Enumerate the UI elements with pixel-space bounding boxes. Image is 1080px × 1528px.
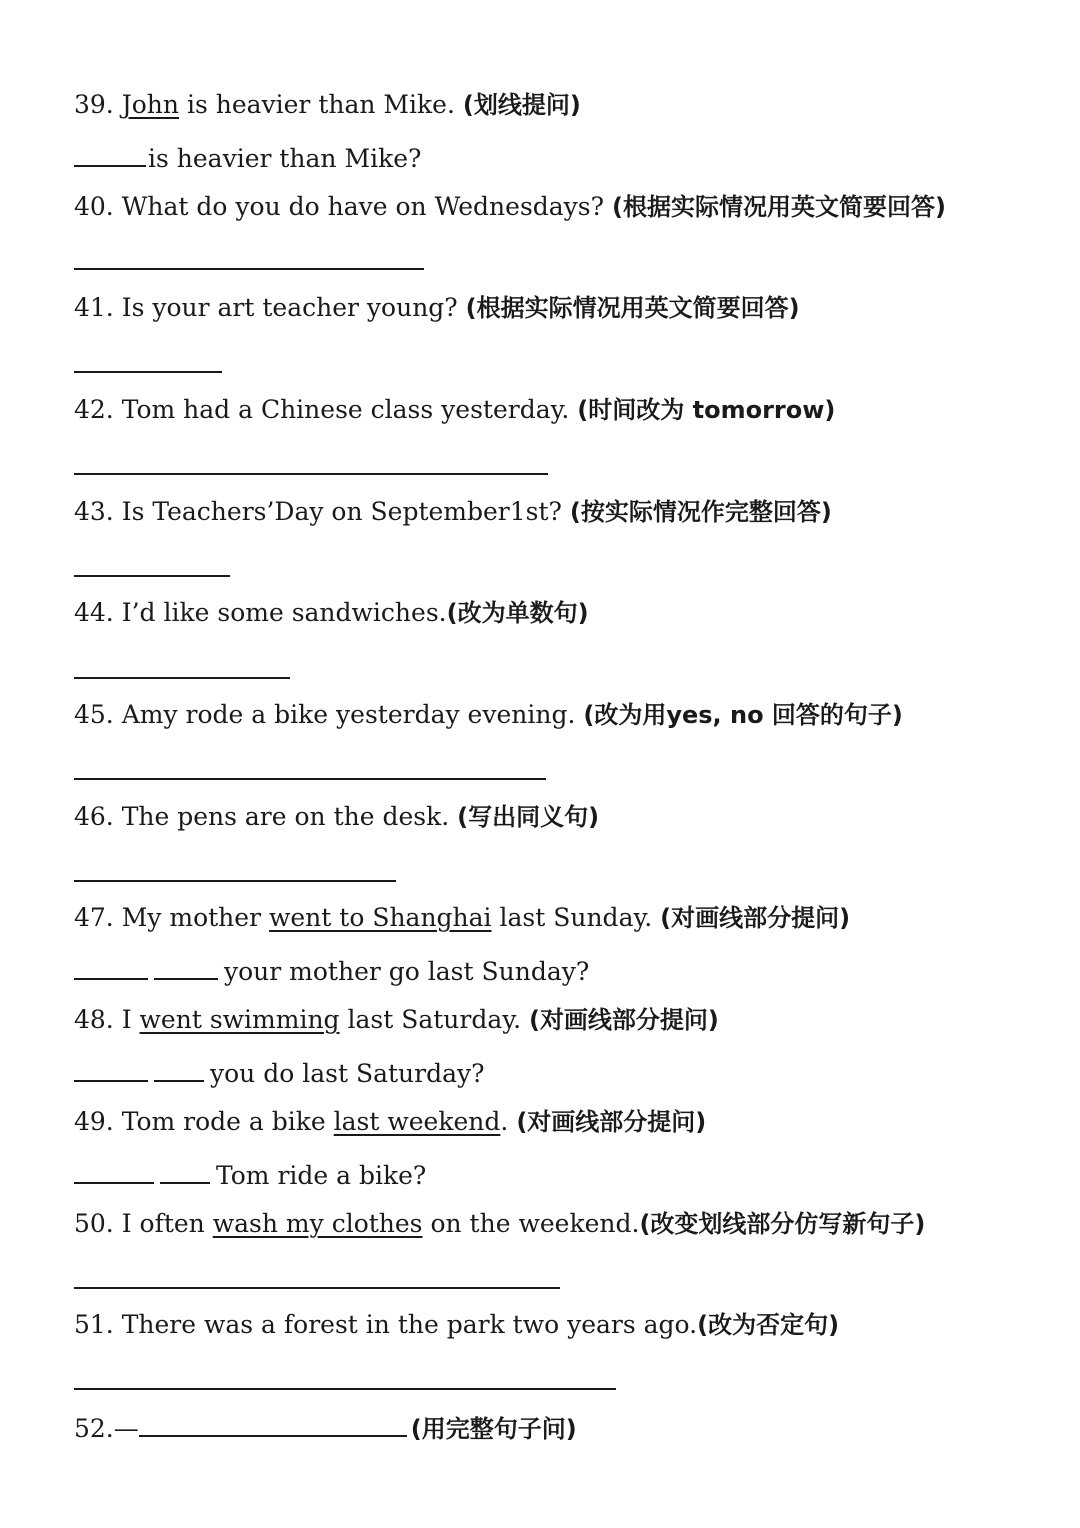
q52-text: 52.— bbox=[74, 1414, 139, 1443]
question-39 bbox=[74, 88, 581, 122]
q47-text-start: 47. My mother bbox=[74, 903, 269, 932]
question-46 bbox=[74, 800, 599, 834]
q48-text-start: 48. I bbox=[74, 1005, 140, 1034]
q39-text: is heavier than Mike. bbox=[179, 90, 463, 119]
q44-instruction: (改为单数句) bbox=[446, 599, 589, 627]
q50-text-start: 50. I often bbox=[74, 1209, 213, 1238]
q49-text-start: 49. Tom rode a bike bbox=[74, 1107, 334, 1136]
q42-text: 42. Tom had a Chinese class yesterday. bbox=[74, 395, 578, 424]
question-52 bbox=[74, 1409, 577, 1446]
q51-instruction: (改为否定句) bbox=[697, 1311, 840, 1339]
q52-blank[interactable] bbox=[139, 1409, 407, 1437]
question-50 bbox=[74, 1207, 925, 1241]
q45-text: 45. Amy rode a bike yesterday evening. bbox=[74, 700, 584, 729]
q39-blank[interactable] bbox=[74, 139, 146, 167]
q39-instruction: (划线提问) bbox=[462, 91, 581, 119]
question-51 bbox=[74, 1308, 839, 1342]
q46-text: 46. The pens are on the desk. bbox=[74, 802, 458, 831]
q41-answer-line[interactable] bbox=[74, 371, 222, 373]
q51-text: 51. There was a forest in the park two years ago. bbox=[74, 1310, 698, 1339]
q49-text-end: . bbox=[500, 1107, 517, 1136]
q47-underlined-phrase: went to Shanghai bbox=[268, 903, 492, 932]
q51-answer-line[interactable] bbox=[74, 1388, 616, 1390]
q52-instruction: (用完整句子问) bbox=[410, 1415, 577, 1443]
q40-instruction: (根据实际情况用英文简要回答) bbox=[612, 193, 946, 221]
q49-blank-1[interactable] bbox=[74, 1156, 154, 1184]
question-48 bbox=[74, 1003, 719, 1037]
q47-blank-1[interactable] bbox=[74, 952, 148, 980]
q48-underlined-phrase: went swimming bbox=[139, 1005, 340, 1034]
question-45 bbox=[74, 698, 903, 732]
q48-instruction: (对画线部分提问) bbox=[528, 1006, 719, 1034]
q44-text: 44. I’d like some sandwiches. bbox=[74, 598, 447, 627]
question-47 bbox=[74, 901, 850, 935]
q40-text: 40. What do you do have on Wednesdays? bbox=[74, 192, 612, 221]
q48-answer-text: you do last Saturday? bbox=[210, 1059, 485, 1088]
q48-blank-1[interactable] bbox=[74, 1054, 148, 1082]
answer-47 bbox=[74, 952, 589, 989]
q39-number: 39. bbox=[74, 90, 122, 119]
q40-answer-line[interactable] bbox=[74, 268, 424, 270]
q46-instruction: (写出同义句) bbox=[457, 803, 600, 831]
q43-answer-line[interactable] bbox=[74, 575, 230, 577]
answer-48 bbox=[74, 1054, 485, 1091]
q39-answer-text: is heavier than Mike? bbox=[148, 144, 422, 173]
q47-blank-2[interactable] bbox=[154, 952, 218, 980]
q43-instruction: (按实际情况作完整回答) bbox=[569, 498, 832, 526]
answer-39 bbox=[74, 139, 421, 176]
q48-blank-2[interactable] bbox=[154, 1054, 204, 1082]
q42-answer-line[interactable] bbox=[74, 473, 548, 475]
question-44 bbox=[74, 596, 589, 630]
q45-instruction: (改为用yes, no 回答的句子) bbox=[583, 701, 903, 729]
q48-text-end: last Saturday. bbox=[339, 1005, 529, 1034]
q39-underlined-word: John bbox=[121, 90, 179, 119]
q45-answer-line[interactable] bbox=[74, 778, 546, 780]
q50-answer-line[interactable] bbox=[74, 1287, 560, 1289]
q46-answer-line[interactable] bbox=[74, 880, 396, 882]
q47-instruction: (对画线部分提问) bbox=[660, 904, 851, 932]
answer-49 bbox=[74, 1156, 426, 1193]
question-41 bbox=[74, 291, 800, 325]
question-40 bbox=[74, 190, 946, 224]
q49-underlined-phrase: last weekend bbox=[333, 1107, 501, 1136]
q49-blank-2[interactable] bbox=[160, 1156, 210, 1184]
q47-answer-text: your mother go last Sunday? bbox=[224, 957, 590, 986]
q44-answer-line[interactable] bbox=[74, 677, 290, 679]
q47-text-end: last Sunday. bbox=[491, 903, 661, 932]
q50-instruction: (改变划线部分仿写新句子) bbox=[639, 1210, 926, 1238]
q49-answer-text: Tom ride a bike? bbox=[216, 1161, 427, 1190]
q50-underlined-phrase: wash my clothes bbox=[212, 1209, 423, 1238]
q42-instruction: (时间改为 tomorrow) bbox=[577, 396, 836, 424]
q43-text: 43. Is Teachers’Day on September1st? bbox=[74, 497, 570, 526]
question-42 bbox=[74, 393, 835, 427]
q41-text: 41. Is your art teacher young? bbox=[74, 293, 466, 322]
question-49 bbox=[74, 1105, 706, 1139]
question-43 bbox=[74, 495, 832, 529]
q50-text-end: on the weekend. bbox=[422, 1209, 640, 1238]
q41-instruction: (根据实际情况用英文简要回答) bbox=[465, 294, 800, 322]
q49-instruction: (对画线部分提问) bbox=[516, 1108, 707, 1136]
